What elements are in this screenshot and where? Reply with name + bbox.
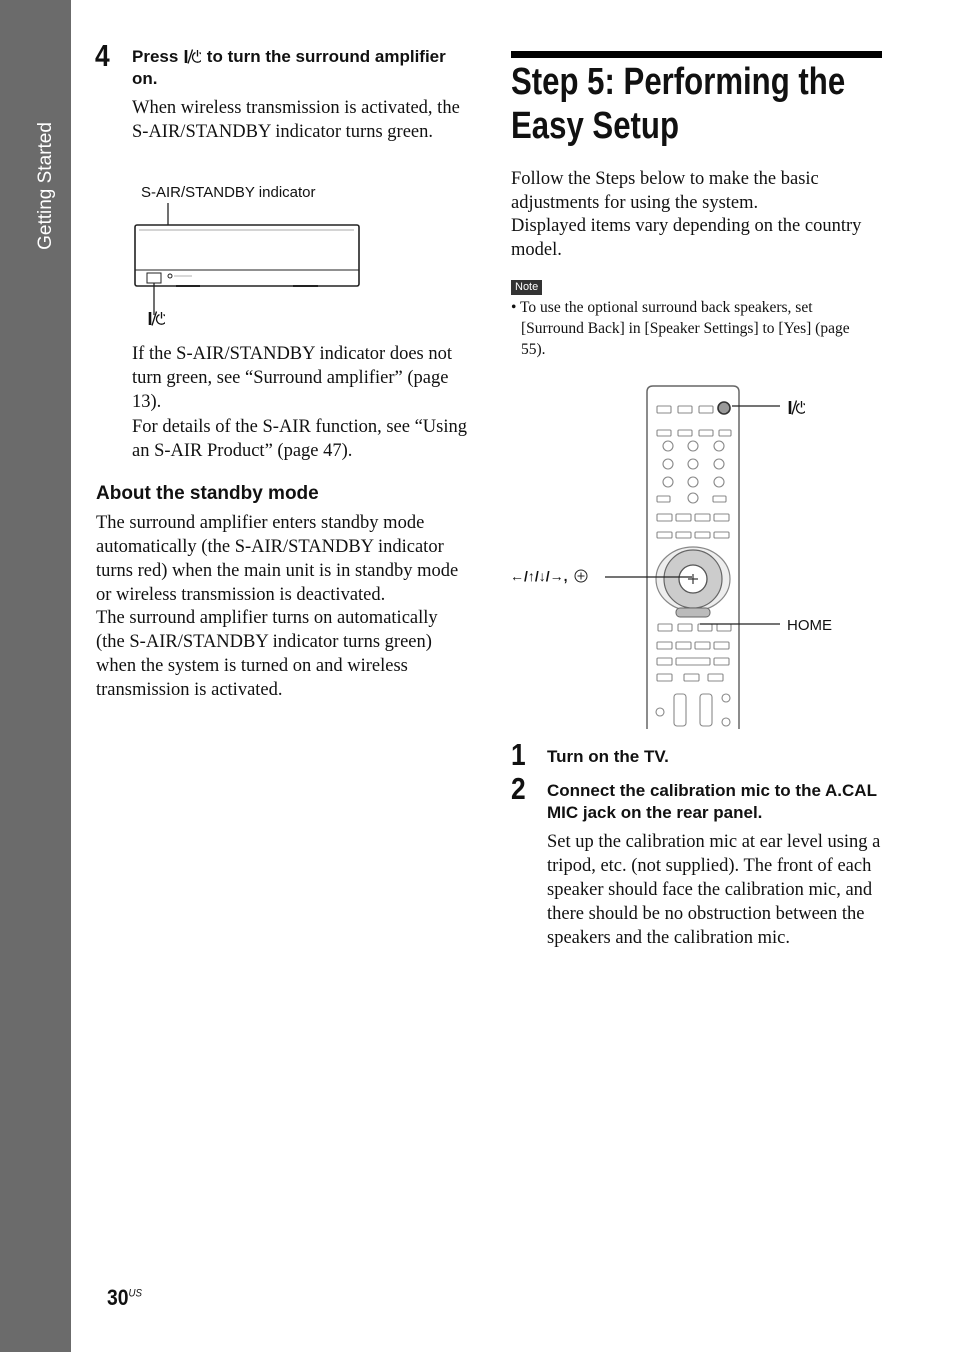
standby-body-1: The surround amplifier enters standby mode automatically (the S-AIR/STANDBY indicator turns red) when the main unit is in standby mode or wireless transmission is deactivated. xyxy=(96,513,459,605)
standby-heading: About the standby mode xyxy=(96,483,319,504)
page-number: $30^{US}$ xyxy=(107,1285,142,1310)
step4-heading-pre: Press xyxy=(132,47,179,66)
note-text: • To use the optional surround back speakers, set [Surround Back] in [Speaker Settings] to [Yes] (page 55). xyxy=(511,299,850,358)
sidebar xyxy=(0,0,71,1352)
note-badge: Note xyxy=(511,277,542,295)
standby-body-2: The surround amplifier turns on automatically (the S-AIR/STANDBY indicator turns green) when the system is turned on and wireless transmission is activated. xyxy=(96,608,438,700)
step2-body: Set up the calibration mic at ear level using a tripod, etc. (not supplied). The front of each speaker should face the calibration mic, and there should be no obstruction between the speakers and the calibration mic. xyxy=(547,832,881,948)
intro-2: Displayed items vary depending on the country model. xyxy=(511,216,862,260)
title-rule xyxy=(511,51,882,58)
step2-number: 2 xyxy=(511,771,526,806)
step4-body: When wireless transmission is activated, the S-AIR/STANDBY indicator turns green. xyxy=(132,98,460,142)
step1-heading: Turn on the TV. xyxy=(547,747,669,766)
enter-plus-icon xyxy=(574,569,588,583)
indicator-label: S-AIR/STANDBY indicator xyxy=(141,184,316,201)
step2-heading: Connect the calibration mic to the A.CAL MIC jack on the rear panel. xyxy=(547,781,877,822)
home-label: HOME xyxy=(787,617,832,634)
power-icon xyxy=(148,311,165,326)
remote-callout-lines xyxy=(600,402,782,632)
page-title: Step 5: Performing the Easy Setup xyxy=(511,61,846,147)
power-icon xyxy=(788,400,805,415)
indicator-note: If the S-AIR/STANDBY indicator does not turn green, see “Surround amplifier” (page 13). xyxy=(132,344,453,412)
s-air-details: For details of the S-AIR function, see “Using an S-AIR Product” (page 47). xyxy=(132,417,467,461)
step4-heading-post: to turn the surround amplifier on. xyxy=(132,47,446,88)
power-icon xyxy=(184,49,201,64)
intro-1: Follow the Steps below to make the basic adjustments for using the system. xyxy=(511,169,819,213)
arrows-label: ←/↑/↓/→, xyxy=(510,568,588,584)
step1-number: 1 xyxy=(511,737,526,772)
step4-number: 4 xyxy=(95,38,110,73)
step4-heading xyxy=(132,46,472,90)
sidebar-label: Getting Started xyxy=(35,122,56,250)
